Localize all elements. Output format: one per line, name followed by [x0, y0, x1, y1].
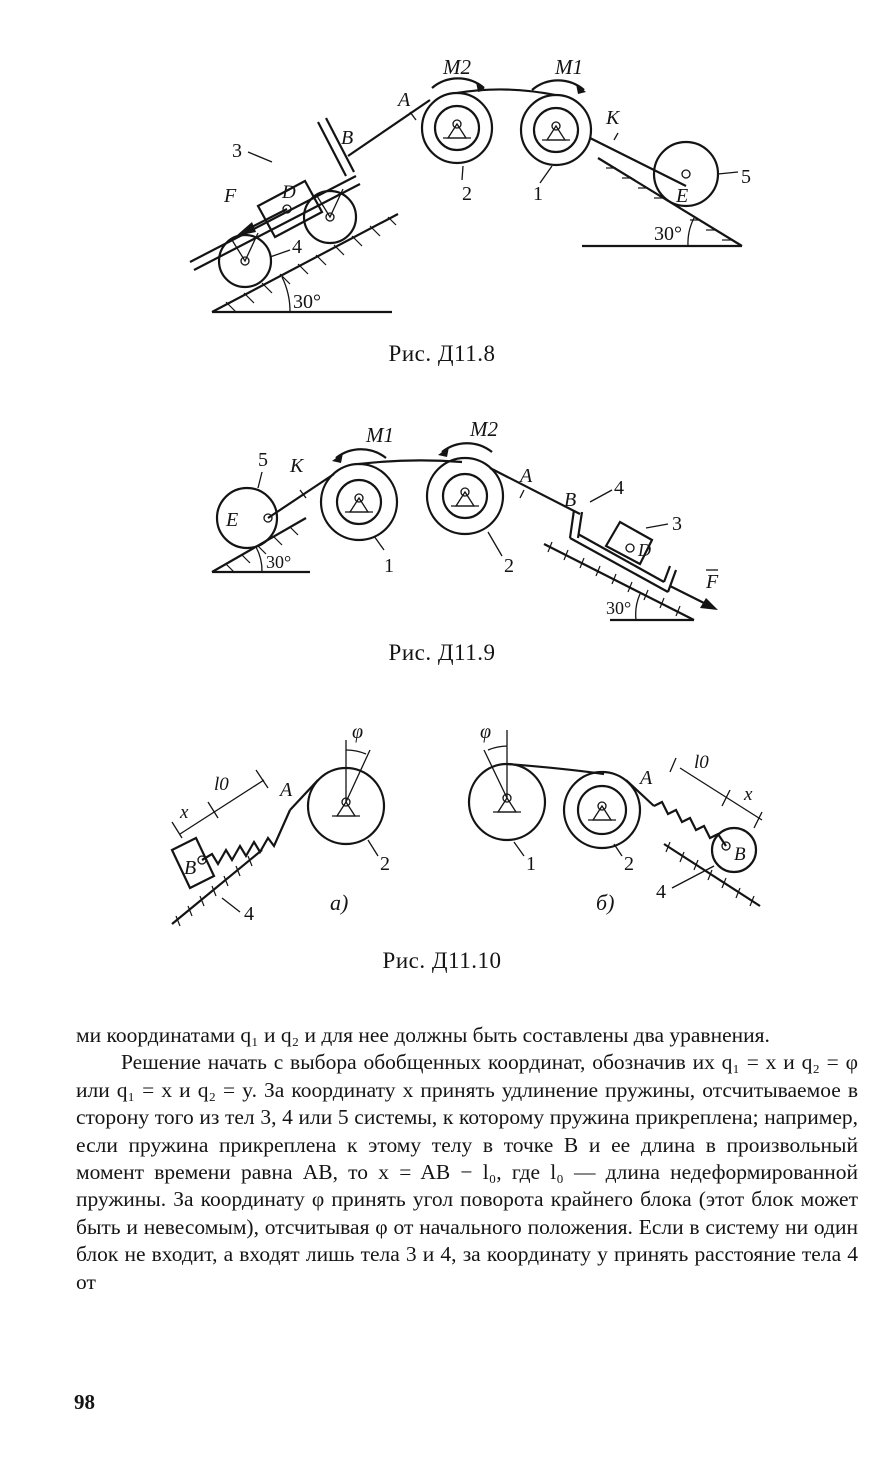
figure-d11-8 — [0, 40, 884, 340]
body-text — [76, 1022, 858, 1296]
point-e-label: E — [676, 185, 689, 207]
moment-left-label: M2 — [443, 55, 471, 79]
figure-d11-9 — [0, 410, 884, 630]
body-2-label-b: 2 — [624, 853, 634, 875]
phi-label-b: φ — [480, 721, 492, 743]
figure-d11-10-caption: Рис. Д11.10 — [382, 948, 502, 973]
point-a-label-a: A — [280, 779, 293, 801]
moment-right-label-9: M2 — [470, 417, 498, 441]
angle-label-left: 30° — [293, 291, 321, 313]
page-number: 98 — [74, 1390, 95, 1414]
sub-label-a: а) — [330, 890, 349, 915]
body-5-label: 5 — [741, 166, 751, 188]
point-b-label-9: B — [564, 489, 577, 511]
body-2-label-9: 2 — [504, 555, 514, 577]
angle-label-right: 30° — [654, 223, 682, 245]
figure-d11-10 — [0, 710, 884, 940]
force-label: F — [224, 185, 237, 207]
figure-d11-9-drawing — [0, 410, 884, 630]
body-4-label-9: 4 — [614, 477, 624, 499]
body-2-label-a: 2 — [380, 853, 390, 875]
body-4-label: 4 — [292, 236, 302, 258]
moment-right-label: M1 — [555, 55, 583, 79]
l0-label-a: l0 — [214, 774, 229, 795]
angle-label-left-9: 30° — [266, 552, 292, 572]
angle-label-right-9: 30° — [606, 598, 632, 618]
body-1-label: 1 — [533, 183, 543, 205]
point-d-label-9: D — [638, 540, 651, 560]
body-2-label: 2 — [462, 183, 472, 205]
body-4-label-a: 4 — [244, 903, 254, 925]
figure-d11-8-caption: Рис. Д11.8 — [388, 341, 496, 366]
point-d-label: D — [282, 182, 296, 203]
paragraph-2: Решение начать с выбора обобщенных координат, обозначив их q₁ = x и q₂ = φ или q₁ = x и q₂ = y. За координату x принять удлинение пружины, отсчитываемое в сторону того из тел 3, 4 или 5 системы, к которому пружина прикреплена; например, если пружина прикреплена к этому телу в точке B и ее длина в произвольный момент времени равна AB, то x = AB − l₀, где l₀ — длина недеформированной пружины. За координату φ принять угол поворота крайнего блока (этот блок может быть и невесомым), отсчитывая φ от начального положения. Если в систему ни один блок не входит, а входят лишь тела 3 и 4, за координату y принять расстояние тела 4 от — [76, 1050, 858, 1294]
x-label-a: x — [180, 802, 189, 823]
point-k-label: K — [606, 107, 620, 129]
moment-left-label-9: M1 — [366, 423, 394, 447]
point-e-label-9: E — [226, 509, 239, 531]
body-3-label-9: 3 — [672, 513, 682, 535]
point-a-label-b: A — [640, 767, 653, 789]
x-label-b: x — [744, 784, 753, 805]
figure-d11-10-drawing — [0, 710, 884, 940]
point-b-label: B — [341, 127, 354, 149]
body-1-label-9: 1 — [384, 555, 394, 577]
force-label-9: F — [706, 571, 719, 593]
body-3-label: 3 — [232, 140, 242, 162]
point-b-label-b: B — [734, 844, 746, 865]
point-b-label-a: B — [184, 857, 197, 879]
l0-label-b: l0 — [694, 752, 709, 773]
sub-label-b: б) — [596, 890, 615, 915]
point-k-label-9: K — [290, 455, 304, 477]
body-4-label-b: 4 — [656, 881, 666, 903]
body-1-label-b: 1 — [526, 853, 536, 875]
body-5-label-9: 5 — [258, 449, 268, 471]
point-a-label: A — [398, 89, 411, 111]
figure-d11-9-caption: Рис. Д11.9 — [388, 640, 496, 665]
point-a-label-9: A — [520, 465, 533, 487]
paragraph-1: ми координатами q₁ и q₂ и для нее должны быть составлены два уравнения. — [76, 1023, 770, 1047]
figure-d11-8-drawing — [0, 40, 884, 340]
phi-label-a: φ — [352, 721, 364, 743]
